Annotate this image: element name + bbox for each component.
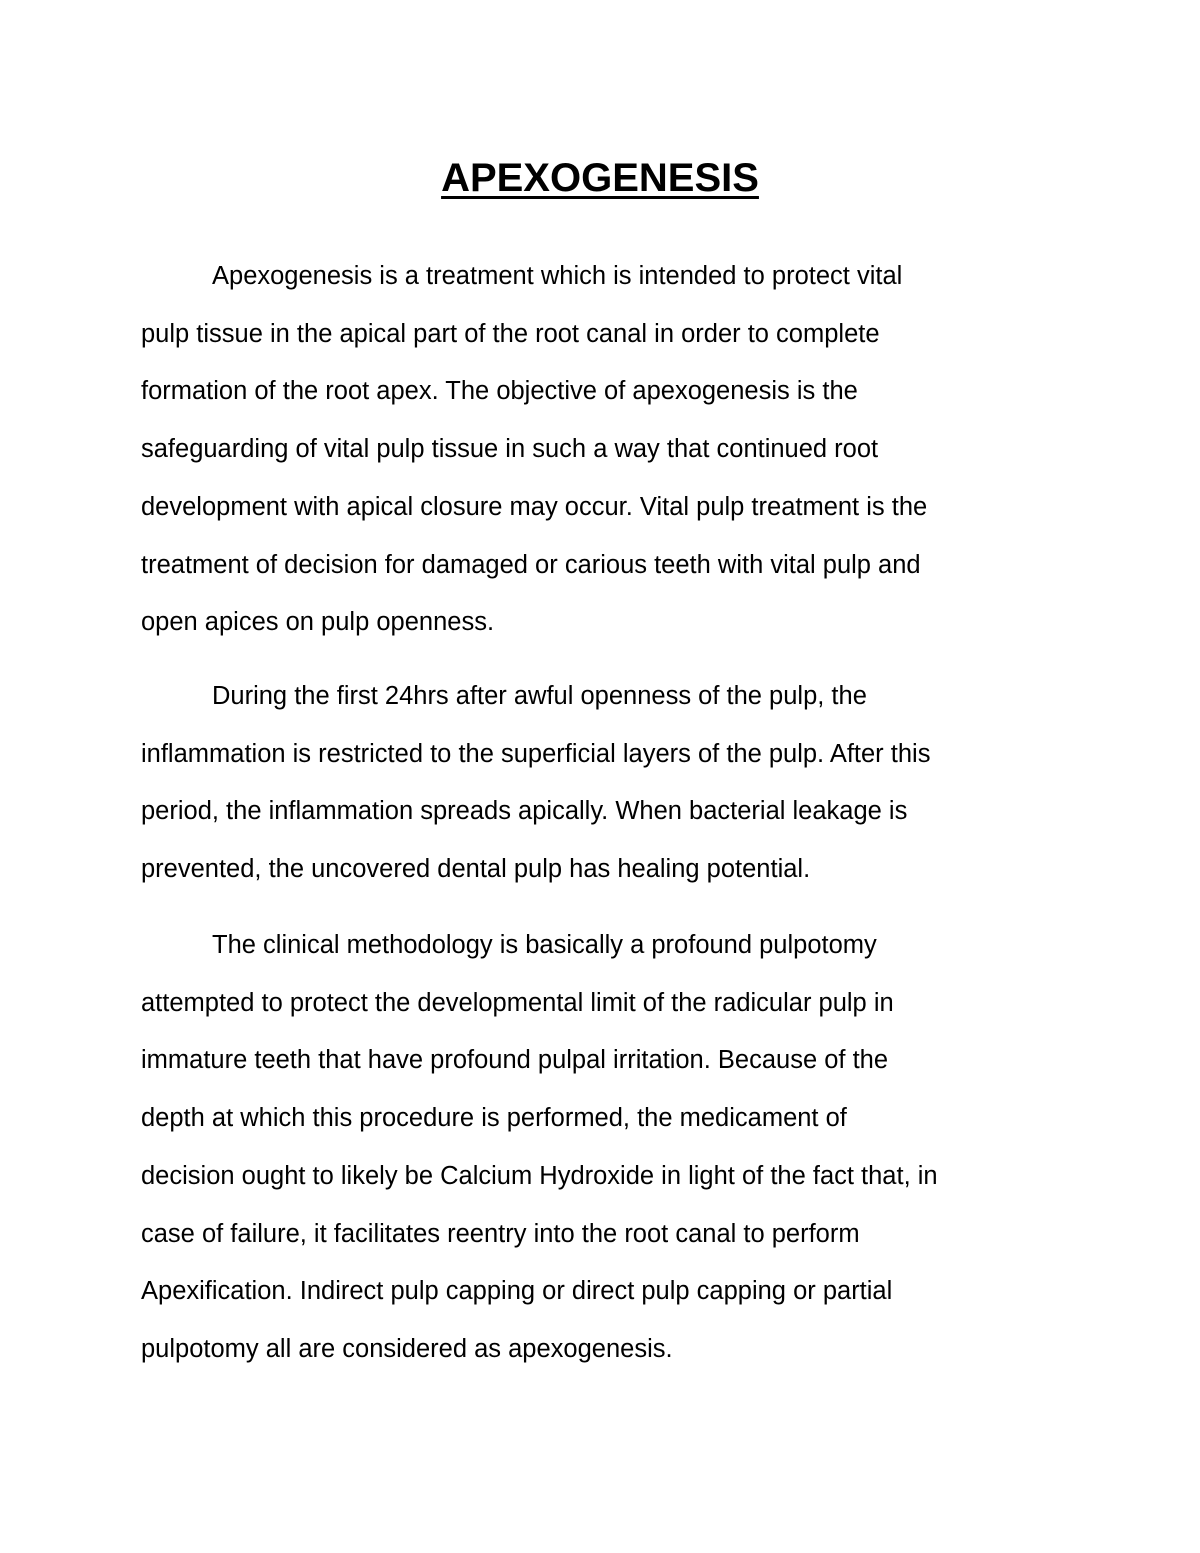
paragraph-line: pulpotomy all are considered as apexogenesis. — [141, 1334, 673, 1363]
paragraph-line: pulp tissue in the apical part of the root canal in order to complete — [141, 319, 880, 348]
paragraph-1 — [141, 248, 1061, 652]
paragraph-line: The clinical methodology is basically a profound pulpotomy — [212, 931, 877, 959]
document-title: APEXOGENESIS — [441, 156, 759, 200]
paragraph-line: inflammation is restricted to the superficial layers of the pulp. After this — [141, 739, 931, 768]
paragraph-line: case of failure, it facilitates reentry into the root canal to perform — [141, 1219, 860, 1248]
paragraph-2 — [141, 668, 1061, 899]
paragraph-line: development with apical closure may occur. Vital pulp treatment is the — [141, 492, 928, 521]
paragraph-line: formation of the root apex. The objective of apexogenesis is the — [141, 377, 858, 406]
paragraph-line: During the first 24hrs after awful openness of the pulp, the — [212, 682, 867, 710]
paragraph-3 — [141, 917, 1061, 1379]
paragraph-line: immature teeth that have profound pulpal irritation. Because of the — [141, 1046, 889, 1075]
paragraph-line: treatment of decision for damaged or carious teeth with vital pulp and — [141, 550, 921, 579]
paragraph-line: period, the inflammation spreads apically. When bacterial leakage is — [141, 797, 908, 826]
paragraph-line: decision ought to likely be Calcium Hydroxide in light of the fact that, in — [141, 1161, 938, 1190]
paragraph-line: safeguarding of vital pulp tissue in such a way that continued root — [141, 435, 879, 464]
paragraph-line: Apexogenesis is a treatment which is intended to protect vital — [212, 262, 903, 290]
paragraph-line: Apexification. Indirect pulp capping or direct pulp capping or partial — [141, 1277, 893, 1306]
paragraph-line: attempted to protect the developmental limit of the radicular pulp in — [141, 988, 894, 1017]
paragraph-line: depth at which this procedure is performed, the medicament of — [141, 1104, 847, 1133]
paragraph-line: prevented, the uncovered dental pulp has healing potential. — [141, 855, 811, 884]
paragraph-line: open apices on pulp openness. — [141, 608, 495, 637]
